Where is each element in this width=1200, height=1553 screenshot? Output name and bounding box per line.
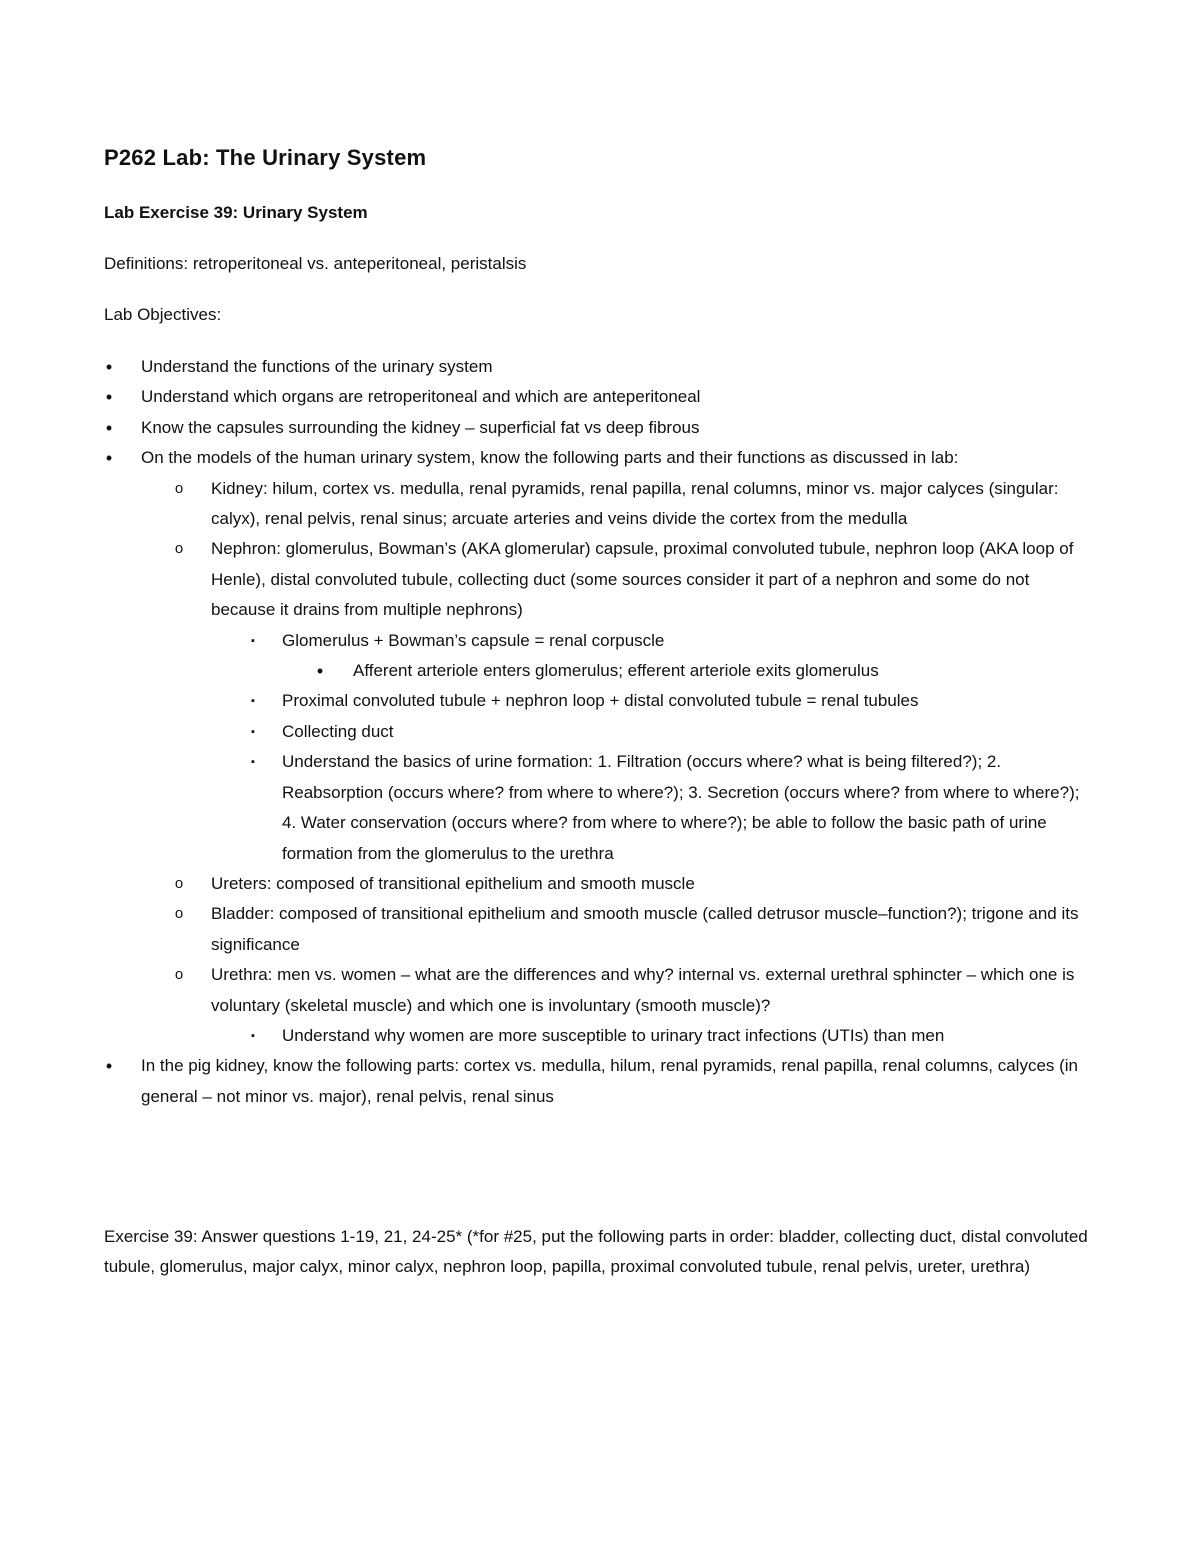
bullet-marker: • <box>105 387 113 408</box>
list-item-text: Bladder: composed of transitional epithelium and smooth muscle (called detrusor muscle–function?); trigone and its significance <box>211 904 1079 954</box>
list-item-text: Understand why women are more susceptible to urinary tract infections (UTIs) than men <box>282 1025 945 1045</box>
square-marker: ▪ <box>251 634 255 647</box>
list-item-text: Afferent arteriole enters glomerulus; efferent arteriole exits glomerulus <box>353 661 879 681</box>
list-item <box>0 382 1091 412</box>
list-item <box>0 747 1082 869</box>
list-item <box>0 899 1091 960</box>
bullet-marker: • <box>105 357 113 377</box>
list-item <box>0 686 1082 716</box>
list-item-text: Glomerulus + Bowman’s capsule = renal corpuscle <box>282 630 665 650</box>
list-item-text: In the pig kidney, know the following parts: cortex vs. medulla, hilum, renal pyramids, renal papilla, renal columns, calyces (in general – not minor vs. major), renal pelvis, renal sinus <box>141 1056 1079 1106</box>
list-item <box>0 352 1091 382</box>
list-item-text: Collecting duct <box>282 721 394 741</box>
objectives-list <box>0 352 1200 1112</box>
objectives-label: Lab Objectives: <box>104 305 222 324</box>
list-item <box>0 656 1093 686</box>
list-item-text: Kidney: hilum, cortex vs. medulla, renal pyramids, renal papilla, renal columns, minor vs. major calyces (singular: calyx), renal pelvis, renal sinus; arcuate arteries and veins divide the cortex from the medulla <box>211 478 1059 529</box>
bullet-marker: • <box>105 448 113 469</box>
list-item-text: On the models of the human urinary system, know the following parts and their functions as discussed in lab: <box>141 448 959 468</box>
square-marker: ▪ <box>251 725 255 738</box>
list-item <box>0 413 1091 443</box>
square-marker: ▪ <box>251 695 255 708</box>
list-item-text: Know the capsules surrounding the kidney – superficial fat vs deep fibrous <box>141 417 700 437</box>
list-item-text: Proximal convoluted tubule + nephron loop + distal convoluted tubule = renal tubules <box>282 691 919 711</box>
list-item <box>0 534 1091 625</box>
square-marker: ▪ <box>251 756 255 769</box>
list-item <box>0 717 1082 747</box>
circle-marker: o <box>174 540 184 558</box>
circle-marker: o <box>174 874 184 892</box>
page-title: P262 Lab: The Urinary System <box>104 145 427 170</box>
list-item <box>0 443 1091 473</box>
exercise-instructions: Exercise 39: Answer questions 1-19, 21, 24-25* (*for #25, put the following parts in order: bladder, collecting duct, distal convoluted tubule, glomerulus, major calyx, minor calyx, nephron loop, papilla, proximal convoluted tubule, renal pelvis, ureter, urethra) <box>104 1227 1088 1277</box>
list-item-text: Understand the functions of the urinary system <box>141 357 493 376</box>
definitions-line: Definitions: retroperitoneal vs. anteperitoneal, peristalsis <box>104 254 527 273</box>
list-item <box>0 1021 1082 1051</box>
list-item <box>0 869 1091 899</box>
lab-exercise-heading: Lab Exercise 39: Urinary System <box>104 203 368 222</box>
circle-marker: o <box>174 479 184 497</box>
list-item <box>0 960 1091 1021</box>
list-item-text: Understand which organs are retroperitoneal and which are anteperitoneal <box>141 387 701 407</box>
list-item-text: Ureters: composed of transitional epithelium and smooth muscle <box>211 873 695 893</box>
circle-marker: o <box>174 966 184 984</box>
list-item <box>0 626 1082 656</box>
bullet-marker: • <box>105 417 113 438</box>
circle-marker: o <box>174 905 184 923</box>
square-marker: ▪ <box>251 1029 255 1042</box>
list-item-text: Understand the basics of urine formation: 1. Filtration (occurs where? what is being filtered?); 2. Reabsorption (occurs where? from where to where?); 3. Secretion (occurs where? from where to where?); 4. Water conservation (occurs where? from where to where?); be able to follow the basic path of urine formation from the glomerulus to the urethra <box>282 752 1080 863</box>
sub-bullet-marker: • <box>316 661 324 682</box>
list-item-text: Urethra: men vs. women – what are the differences and why? internal vs. external urethral sphincter – which one is voluntary (skeletal muscle) and which one is involuntary (smooth muscle)? <box>211 965 1075 1015</box>
list-item <box>0 1051 1091 1112</box>
bullet-marker: • <box>105 1056 113 1077</box>
list-item <box>0 474 1091 535</box>
list-item-text: Nephron: glomerulus, Bowman’s (AKA glomerular) capsule, proximal convoluted tubule, nephron loop (AKA loop of Henle), distal convoluted tubule, collecting duct (some sources consider it part of a nephron and some do not because it drains from multiple nephrons) <box>211 539 1074 620</box>
